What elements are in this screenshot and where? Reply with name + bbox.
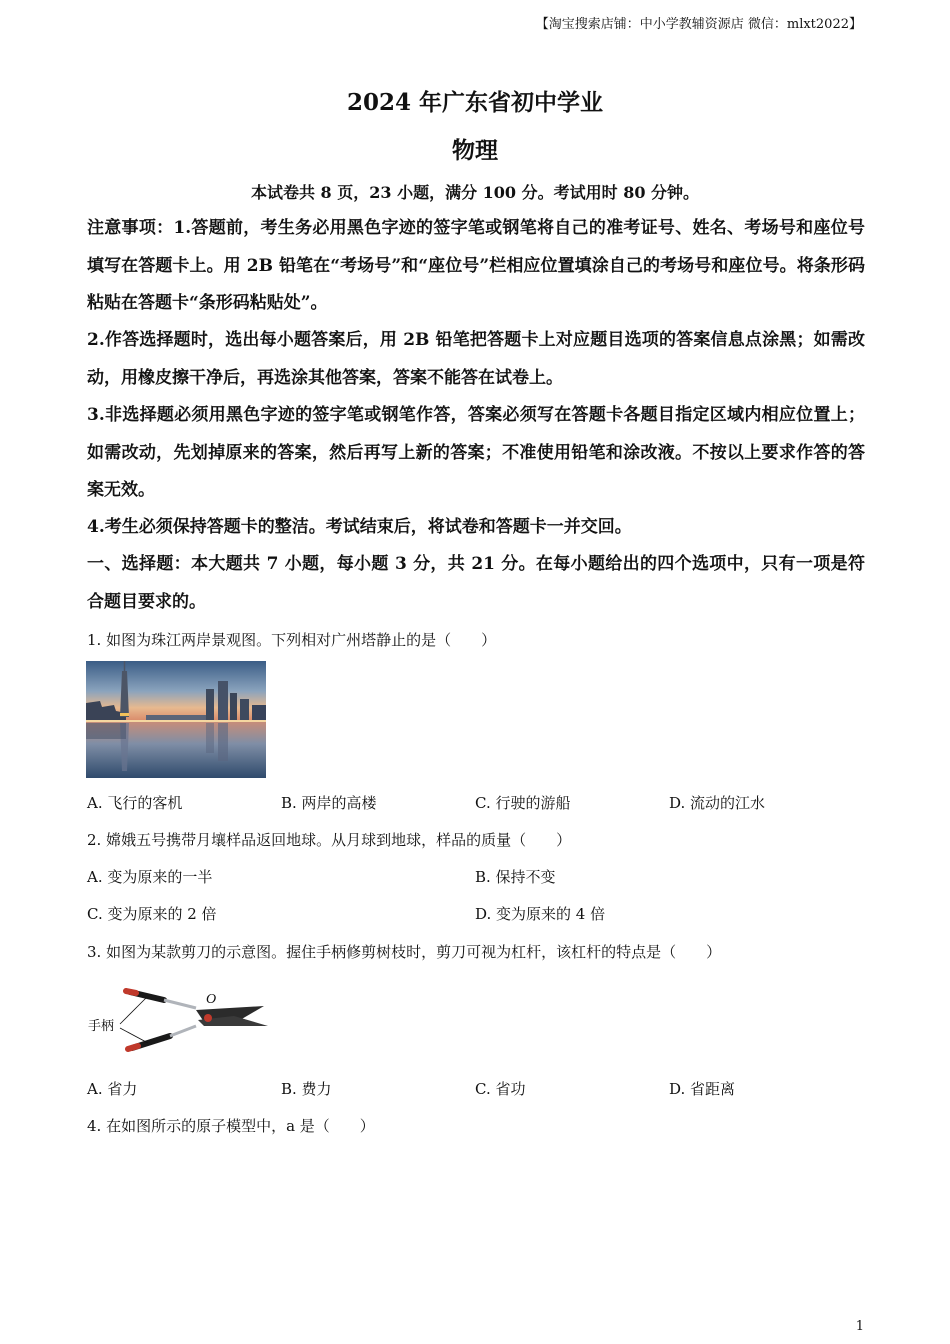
q2-option-b: B. 保持不变 [475, 868, 556, 886]
instruction-2: 2.作答选择题时，选出每小题答案后，用 2B 铅笔把答题卡上对应题目选项的答案信息点涂黑；如需改动，用橡皮擦干净后，再选涂其他答案，答案不能答在试卷上。 [87, 330, 865, 388]
q3-option-c: C. 省功 [475, 1080, 526, 1098]
q1-option-c: C. 行驶的游船 [475, 794, 571, 812]
header-note: 【淘宝搜索店铺：中小学教辅资源店 微信：mlxt2022】 [535, 17, 862, 32]
instruction-4: 4.考生必须保持答题卡的整洁。考试结束后，将试卷和答题卡一并交回。 [87, 517, 632, 537]
scissors-diagram [86, 986, 271, 1062]
instruction-3: 3.非选择题必须用黑色字迹的签字笔或钢笔作答，答案必须写在答题卡各题目指定区域内相应位置上；如需改动，先划掉原来的答案，然后再写上新的答案；不准使用铅笔和涂改液。不按以上要求作答的答案无效。 [87, 405, 865, 500]
question-4-stem: 4. 在如图所示的原子模型中，a 是（ ） [87, 1117, 375, 1135]
q1-option-a: A. 飞行的客机 [87, 794, 183, 812]
q3-option-b: B. 费力 [281, 1080, 332, 1098]
instruction-1: 注意事项：1.答题前，考生务必用黑色字迹的签字笔或钢笔将自己的准考证号、姓名、考场号和座位号填写在答题卡上。用 2B 铅笔在“考场号”和“座位号”栏相应位置填涂自己的考场号和座位号。将条形码粘贴在答题卡“条形码粘贴处”。 [87, 218, 865, 313]
section-heading: 一、选择题：本大题共 7 小题，每小题 3 分，共 21 分。在每小题给出的四个选项中，只有一项是符合题目要求的。 [87, 554, 865, 612]
q3-option-a: A. 省力 [87, 1080, 138, 1098]
pearl-river-photo [86, 661, 266, 778]
exam-info: 本试卷共 8 页，23 小题，满分 100 分。考试用时 80 分钟。 [250, 183, 700, 202]
q1-option-d: D. 流动的江水 [669, 794, 766, 812]
q2-option-d: D. 变为原来的 4 倍 [475, 905, 606, 923]
q2-option-a: A. 变为原来的一半 [87, 868, 213, 886]
question-2-stem: 2. 嫦娥五号携带月壤样品返回地球。从月球到地球，样品的质量（ ） [87, 831, 572, 849]
question-1-stem: 1. 如图为珠江两岸景观图。下列相对广州塔静止的是（ ） [87, 631, 497, 649]
page-number: 1 [855, 1319, 864, 1334]
pivot-label: O [206, 992, 217, 1007]
q1-option-b: B. 两岸的高楼 [281, 794, 377, 812]
handle-label: 手柄 [88, 1019, 115, 1034]
question-3-stem: 3. 如图为某款剪刀的示意图。握住手柄修剪树枝时，剪刀可视为杠杆，该杠杆的特点是（ ） [87, 943, 722, 961]
q2-option-c: C. 变为原来的 2 倍 [87, 905, 217, 923]
subject-title: 物理 [452, 137, 498, 164]
q3-option-d: D. 省距离 [669, 1080, 736, 1098]
exam-title: 2024 年广东省初中学业 [346, 89, 604, 116]
